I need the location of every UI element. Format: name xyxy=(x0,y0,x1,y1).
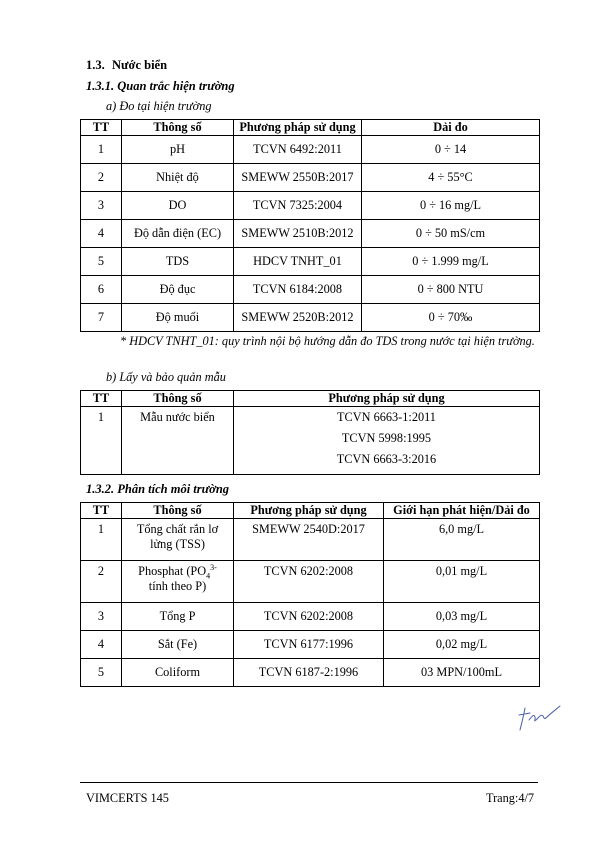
table-row xyxy=(81,407,540,475)
cell-method: HDCV TNHT_01 xyxy=(234,248,362,276)
cell-tt: 3 xyxy=(81,192,122,220)
cell-tt: 5 xyxy=(81,659,122,687)
lab-analysis-table xyxy=(80,502,540,687)
table-row xyxy=(81,561,540,603)
cell-param: Tổng chất rắn lơ lửng (TSS) xyxy=(122,519,234,561)
cell-param: DO xyxy=(122,192,234,220)
cell-method: TCVN 6184:2008 xyxy=(234,276,362,304)
cell-param: Nhiệt độ xyxy=(122,164,234,192)
cell-tt: 1 xyxy=(81,136,122,164)
cell-method: TCVN 6202:2008 xyxy=(234,603,384,631)
table-row xyxy=(81,164,540,192)
cell-range: 03 MPN/100mL xyxy=(384,659,540,687)
cell-param: Tổng P xyxy=(122,603,234,631)
param-text: Phosphat (PO xyxy=(138,564,207,578)
param-superscript: 3- xyxy=(210,562,217,572)
cell-tt: 3 xyxy=(81,603,122,631)
cell-range: 0 ÷ 1.999 mg/L xyxy=(362,248,540,276)
table-row xyxy=(81,192,540,220)
cell-method: SMEWW 2520B:2012 xyxy=(234,304,362,332)
cell-param xyxy=(122,561,234,603)
table-row xyxy=(81,276,540,304)
table-row xyxy=(81,220,540,248)
cell-method: TCVN 6202:2008 xyxy=(234,561,384,603)
subsection-132-title: 1.3.2. Phân tích môi trường xyxy=(86,482,230,496)
sampling-table xyxy=(80,390,540,475)
cell-param: Coliform xyxy=(122,659,234,687)
cell-range: 0 ÷ 14 xyxy=(362,136,540,164)
footer-page-number: Trang:4/7 xyxy=(486,791,535,805)
table-row xyxy=(81,304,540,332)
subsection-a-label: a) Đo tại hiện trường xyxy=(106,99,212,113)
cell-param: Sắt (Fe) xyxy=(122,631,234,659)
cell-tt: 1 xyxy=(81,519,122,561)
col-header: Giới hạn phát hiện/Dải đo xyxy=(384,503,540,519)
col-header: Thông số xyxy=(122,503,234,519)
col-header: TT xyxy=(81,391,122,407)
cell-range: 0 ÷ 800 NTU xyxy=(362,276,540,304)
cell-method: TCVN 6177:1996 xyxy=(234,631,384,659)
cell-range: 0 ÷ 16 mg/L xyxy=(362,192,540,220)
col-header: Dải đo xyxy=(362,120,540,136)
method-item: TCVN 5998:1995 xyxy=(341,431,432,445)
cell-range: 0 ÷ 50 mS/cm xyxy=(362,220,540,248)
col-header: TT xyxy=(81,503,122,519)
table-header-row xyxy=(81,503,540,519)
cell-tt: 6 xyxy=(81,276,122,304)
cell-range: 4 ÷ 55°C xyxy=(362,164,540,192)
col-header: Thông số xyxy=(122,120,234,136)
section-heading xyxy=(86,58,167,73)
section-number: 1.3. xyxy=(86,58,105,72)
col-header: Phương pháp sử dụng xyxy=(234,503,384,519)
cell-param: Độ đục xyxy=(122,276,234,304)
cell-tt: 5 xyxy=(81,248,122,276)
table-row xyxy=(81,248,540,276)
table-header-row xyxy=(81,120,540,136)
cell-method: TCVN 7325:2004 xyxy=(234,192,362,220)
col-header: Thông số xyxy=(122,391,234,407)
cell-tt: 4 xyxy=(81,220,122,248)
cell-method: SMEWW 2540D:2017 xyxy=(234,519,384,561)
table-row xyxy=(81,659,540,687)
cell-method: TCVN 6187-2:1996 xyxy=(234,659,384,687)
cell-tt: 1 xyxy=(81,407,122,475)
cell-range: 0,02 mg/L xyxy=(384,631,540,659)
footer-divider xyxy=(80,782,538,783)
col-header: Phương pháp sử dụng xyxy=(234,120,362,136)
cell-methods xyxy=(234,407,540,475)
param-subscript: 4 xyxy=(206,571,211,581)
cell-param: Mẫu nước biển xyxy=(122,407,234,475)
cell-tt: 2 xyxy=(81,561,122,603)
cell-tt: 7 xyxy=(81,304,122,332)
cell-param: Độ dẫn điện (EC) xyxy=(122,220,234,248)
cell-range: 0 ÷ 70‰ xyxy=(362,304,540,332)
cell-param: TDS xyxy=(122,248,234,276)
field-measurement-table xyxy=(80,119,540,332)
footer-doc-id: VIMCERTS 145 xyxy=(86,791,169,805)
table-row xyxy=(81,519,540,561)
table-row xyxy=(81,603,540,631)
cell-range: 6,0 mg/L xyxy=(384,519,540,561)
cell-range: 0,01 mg/L xyxy=(384,561,540,603)
subsection-b-label: b) Lấy và bảo quản mẫu xyxy=(106,370,226,384)
param-text: tính theo P) xyxy=(148,579,207,593)
cell-param: Độ muối xyxy=(122,304,234,332)
table-header-row xyxy=(81,391,540,407)
cell-method: TCVN 6492:2011 xyxy=(234,136,362,164)
method-item: TCVN 6663-3:2016 xyxy=(336,452,437,466)
cell-param: pH xyxy=(122,136,234,164)
section-title: Nước biển xyxy=(112,58,168,72)
cell-tt: 2 xyxy=(81,164,122,192)
table-row xyxy=(81,631,540,659)
cell-method: SMEWW 2510B:2012 xyxy=(234,220,362,248)
signature-initials xyxy=(516,700,566,734)
col-header: Phương pháp sử dụng xyxy=(234,391,540,407)
method-item: TCVN 6663-1:2011 xyxy=(337,410,436,424)
col-header: TT xyxy=(81,120,122,136)
cell-range: 0,03 mg/L xyxy=(384,603,540,631)
subsection-131-title: 1.3.1. Quan trắc hiện trường xyxy=(86,79,235,93)
cell-tt: 4 xyxy=(81,631,122,659)
table-row xyxy=(81,136,540,164)
table-footnote: * HDCV TNHT_01: quy trình nội bộ hướng dẫn đo TDS trong nước tại hiện trường. xyxy=(120,334,535,348)
cell-method: SMEWW 2550B:2017 xyxy=(234,164,362,192)
